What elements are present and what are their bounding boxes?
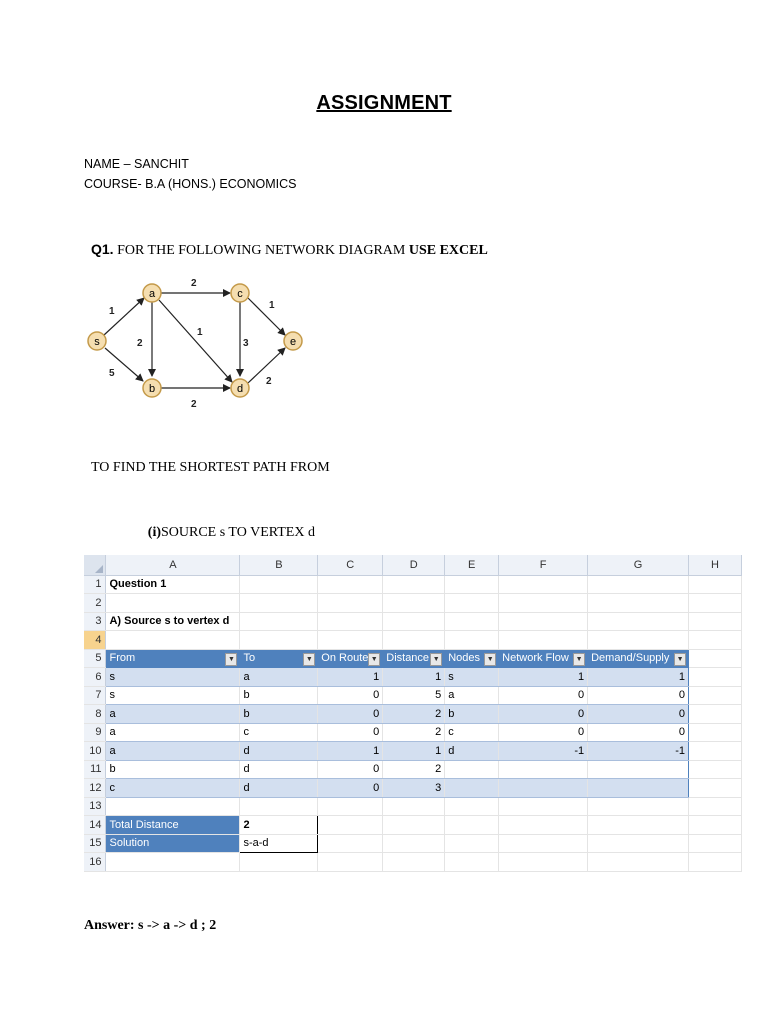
cell-demand-supply[interactable]: 0 [588,705,689,724]
cell[interactable] [499,834,588,853]
total-distance-row [84,816,742,835]
sheet-row-4 [84,631,742,650]
cell[interactable] [499,594,588,613]
cell-distance[interactable]: 2 [383,723,445,742]
cell[interactable] [318,575,383,594]
cell[interactable] [588,631,689,650]
row-number[interactable]: 8 [84,705,106,724]
row-number[interactable]: 2 [84,594,106,613]
node-c-label: c [237,288,243,300]
cell[interactable] [499,575,588,594]
question-text: FOR THE FOLLOWING NETWORK DIAGRAM [113,243,409,258]
col-header-d[interactable]: D [383,555,445,575]
cell[interactable] [499,797,588,816]
row-number[interactable]: 5 [84,649,106,668]
cell[interactable] [240,631,318,650]
cell-on-route[interactable]: 0 [318,723,383,742]
header-distance[interactable] [383,649,445,668]
row-number[interactable]: 11 [84,760,106,779]
cell[interactable] [106,797,240,816]
row-number[interactable]: 14 [84,816,106,835]
cell[interactable] [240,594,318,613]
course-line: COURSE- B.A (HONS.) ECONOMICS [84,177,297,191]
weight-a-c: 2 [191,278,197,289]
cell[interactable] [240,612,318,631]
weight-a-b: 2 [137,338,143,349]
header-from[interactable] [106,649,240,668]
weight-s-b: 5 [109,368,115,379]
cell[interactable] [106,631,240,650]
cell-demand-supply[interactable]: 0 [588,723,689,742]
cell[interactable] [318,834,383,853]
cell[interactable] [689,816,742,835]
solution-value[interactable]: s-a-d [240,834,318,853]
cell-distance[interactable]: 2 [383,760,445,779]
cell[interactable] [318,631,383,650]
cell-a3[interactable]: A) Source s to vertex d [106,612,240,631]
cell-on-route[interactable]: 0 [318,686,383,705]
header-to[interactable] [240,649,318,668]
header-distance-label: Distance [386,652,430,665]
cell[interactable] [689,594,742,613]
cell-network-flow[interactable] [499,760,588,779]
row-number[interactable]: 12 [84,779,106,798]
node-d [231,379,249,397]
cell[interactable] [588,594,689,613]
sheet-row-3 [84,612,742,631]
header-from-label: From [109,652,136,665]
cell-to[interactable]: b [240,686,318,705]
cell[interactable] [588,816,689,835]
part-number: (i) [147,525,161,540]
cell-from[interactable]: a [106,742,240,761]
header-network-flow[interactable] [499,649,588,668]
cell[interactable] [689,760,742,779]
cell[interactable] [689,834,742,853]
cell[interactable] [689,779,742,798]
node-b-label: b [148,383,156,395]
cell[interactable] [445,612,499,631]
cell-network-flow[interactable]: 0 [499,723,588,742]
document-title: ASSIGNMENT [316,92,452,114]
cell[interactable] [499,612,588,631]
header-network-flow-label: Network Flow [502,652,569,665]
question-number: Q1. [91,241,114,257]
total-distance-value[interactable]: 2 [240,816,318,835]
cell-to[interactable]: c [240,723,318,742]
col-header-f[interactable]: F [499,555,588,575]
cell-distance[interactable]: 5 [383,686,445,705]
cell-demand-supply[interactable] [588,760,689,779]
header-demand-supply[interactable] [588,649,689,668]
cell[interactable] [383,594,445,613]
cell[interactable] [445,631,499,650]
header-on-route[interactable] [318,649,383,668]
name-line: NAME – SANCHIT [84,157,189,171]
cell-network-flow[interactable] [499,779,588,798]
spreadsheet-grid [84,555,742,872]
cell-from[interactable]: s [106,686,240,705]
node-e [284,332,302,350]
col-header-a[interactable]: A [106,555,240,575]
node-e-label: e [289,336,297,348]
cell[interactable] [318,853,383,872]
cell[interactable] [383,834,445,853]
cell[interactable] [588,612,689,631]
cell[interactable] [499,816,588,835]
filter-dropdown-icon[interactable]: ▼ [674,653,686,666]
cell-on-route[interactable]: 0 [318,779,383,798]
cell[interactable] [689,686,742,705]
cell-nodes[interactable]: d [445,742,499,761]
row-number[interactable]: 10 [84,742,106,761]
cell[interactable] [445,797,499,816]
weight-c-d: 3 [243,338,249,349]
cell-demand-supply[interactable]: 0 [588,686,689,705]
row-number[interactable]: 1 [84,575,106,594]
cell-from[interactable]: s [106,668,240,687]
excel-screenshot [84,555,742,883]
row-number[interactable]: 15 [84,834,106,853]
cell[interactable] [445,834,499,853]
cell[interactable] [240,853,318,872]
cell-on-route[interactable]: 1 [318,742,383,761]
cell[interactable] [689,853,742,872]
sheet-row-13 [84,797,742,816]
header-on-route-label: On Route [321,652,369,665]
table-row [84,760,742,779]
col-header-g[interactable]: G [588,555,689,575]
cell-distance[interactable]: 3 [383,779,445,798]
cell[interactable] [383,816,445,835]
cell-from[interactable]: a [106,705,240,724]
cell[interactable] [588,853,689,872]
cell-distance[interactable]: 1 [383,742,445,761]
header-nodes[interactable] [445,649,499,668]
cell-from[interactable]: c [106,779,240,798]
col-header-c[interactable]: C [318,555,383,575]
row-number[interactable]: 9 [84,723,106,742]
cell-on-route[interactable]: 0 [318,760,383,779]
node-b [143,379,161,397]
cell[interactable] [588,834,689,853]
table-row [84,742,742,761]
cell[interactable] [106,853,240,872]
cell[interactable] [240,575,318,594]
node-s-label: s [94,336,100,348]
filter-dropdown-icon[interactable]: ▼ [368,653,380,666]
cell-nodes[interactable]: c [445,723,499,742]
cell-nodes[interactable] [445,760,499,779]
cell[interactable] [383,797,445,816]
sheet-row-2 [84,594,742,613]
weight-s-a: 1 [109,306,115,317]
solution-label[interactable]: Solution [106,834,240,853]
col-header-b[interactable]: B [240,555,318,575]
question-emphasis: USE EXCEL [408,243,488,258]
part-i [113,525,315,541]
cell[interactable] [588,797,689,816]
cell[interactable] [383,612,445,631]
cell[interactable] [689,797,742,816]
row-number-selected[interactable]: 4 [84,631,106,650]
weight-a-d: 1 [197,327,203,338]
edge-c-e [248,298,285,335]
cell[interactable] [445,575,499,594]
cell[interactable] [383,631,445,650]
cell-nodes[interactable]: s [445,668,499,687]
part-text: SOURCE s TO VERTEX d [161,525,315,540]
row-number[interactable]: 13 [84,797,106,816]
cell-distance[interactable]: 1 [383,668,445,687]
col-header-e[interactable]: E [445,555,499,575]
cell-to[interactable]: d [240,779,318,798]
cell-demand-supply[interactable]: 1 [588,668,689,687]
cell-nodes[interactable] [445,779,499,798]
cell[interactable] [689,612,742,631]
diagram-edges [104,293,285,388]
weight-c-e: 1 [269,300,275,311]
cell[interactable] [318,797,383,816]
row-number[interactable]: 16 [84,853,106,872]
cell-nodes[interactable]: b [445,705,499,724]
cell[interactable] [318,612,383,631]
network-diagram [84,268,314,418]
column-header-row [84,555,742,575]
table-header-row [84,649,742,668]
edge-weights [109,278,275,410]
answer-line: Answer: s -> a -> d ; 2 [84,918,217,933]
cell[interactable] [445,594,499,613]
cell[interactable] [383,575,445,594]
cell[interactable] [588,575,689,594]
table-row [84,779,742,798]
cell-network-flow[interactable]: 1 [499,668,588,687]
sheet-row-16 [84,853,742,872]
cell[interactable] [689,575,742,594]
row-number[interactable]: 3 [84,612,106,631]
cell[interactable] [499,853,588,872]
cell[interactable] [445,853,499,872]
cell-to[interactable]: b [240,705,318,724]
cell[interactable] [689,668,742,687]
node-c [231,284,249,302]
total-distance-label[interactable]: Total Distance [106,816,240,835]
cell[interactable] [106,594,240,613]
solution-row [84,834,742,853]
filter-dropdown-icon[interactable]: ▼ [430,653,442,666]
cell[interactable] [689,742,742,761]
find-instruction: TO FIND THE SHORTEST PATH FROM [91,460,330,475]
edge-a-d [159,300,232,382]
sheet-row-1 [84,575,742,594]
filter-dropdown-icon[interactable]: ▼ [484,653,496,666]
cell-from[interactable]: a [106,723,240,742]
node-s [88,332,106,350]
question-1 [91,241,488,259]
cell-on-route[interactable]: 0 [318,705,383,724]
cell-on-route[interactable]: 1 [318,668,383,687]
cell-from[interactable]: b [106,760,240,779]
header-demand-supply-label: Demand/Supply [591,652,670,665]
cell-to[interactable]: d [240,760,318,779]
table-row [84,668,742,687]
header-to-label: To [243,652,256,665]
node-a-label: a [148,288,156,300]
cell[interactable] [383,853,445,872]
select-all-corner[interactable] [84,555,106,575]
cell-demand-supply[interactable]: -1 [588,742,689,761]
weight-d-e: 2 [266,376,272,387]
cell-distance[interactable]: 2 [383,705,445,724]
node-a [143,284,161,302]
cell-network-flow[interactable]: -1 [499,742,588,761]
filter-dropdown-icon[interactable]: ▼ [225,653,237,666]
weight-b-d: 2 [191,399,197,410]
row-number[interactable]: 7 [84,686,106,705]
cell-demand-supply[interactable] [588,779,689,798]
cell[interactable] [318,816,383,835]
col-header-h[interactable]: H [689,555,742,575]
cell[interactable] [240,797,318,816]
table-row [84,705,742,724]
table-row [84,723,742,742]
row-number[interactable]: 6 [84,668,106,687]
cell-network-flow[interactable]: 0 [499,686,588,705]
cell[interactable] [689,649,742,668]
filter-dropdown-icon[interactable]: ▼ [573,653,585,666]
cell[interactable] [445,816,499,835]
cell[interactable] [689,723,742,742]
cell[interactable] [499,631,588,650]
cell[interactable] [318,594,383,613]
table-row [84,686,742,705]
cell[interactable] [689,705,742,724]
filter-dropdown-icon[interactable]: ▼ [303,653,315,666]
node-d-label: d [236,383,244,395]
cell-nodes[interactable]: a [445,686,499,705]
cell-network-flow[interactable]: 0 [499,705,588,724]
cell-to[interactable]: d [240,742,318,761]
cell-to[interactable]: a [240,668,318,687]
cell-a1[interactable]: Question 1 [106,575,240,594]
header-nodes-label: Nodes [448,652,480,665]
cell[interactable] [689,631,742,650]
